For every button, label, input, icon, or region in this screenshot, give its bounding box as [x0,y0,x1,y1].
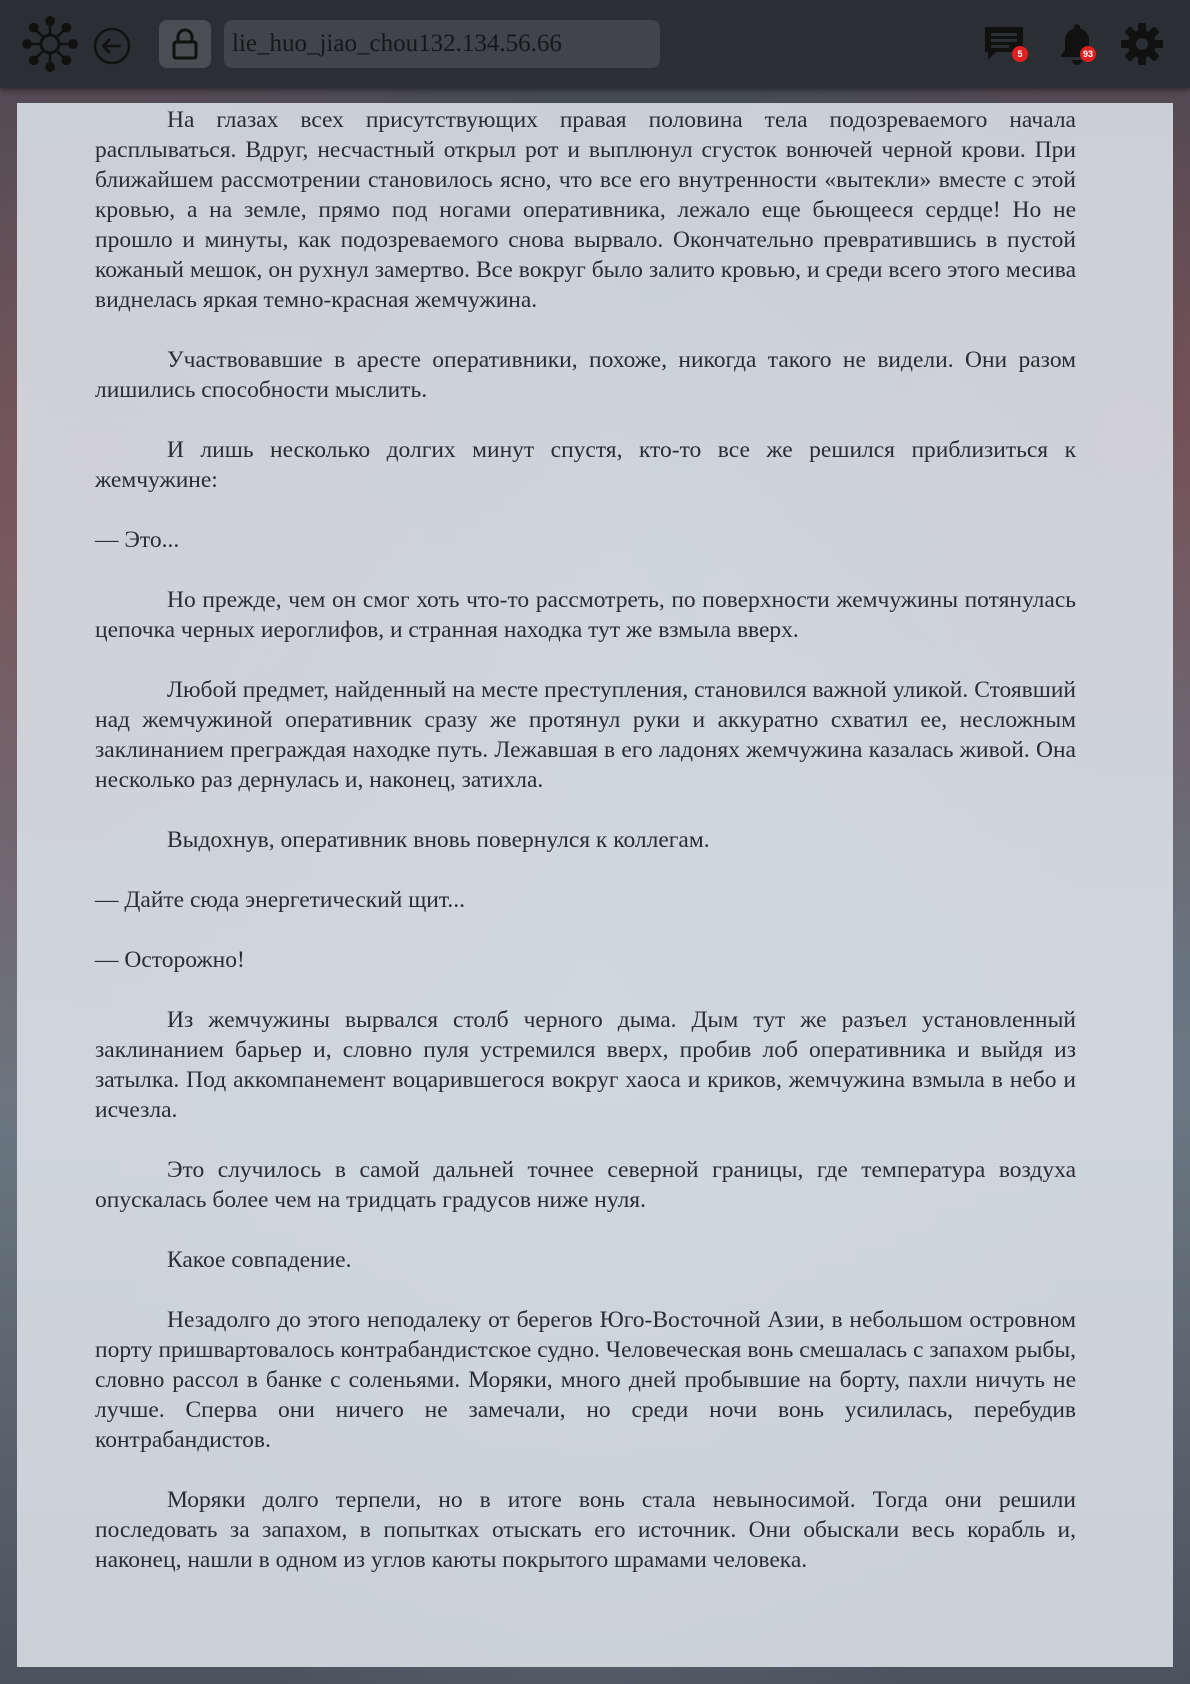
paragraph: Из жемчужины вырвался столб черного дыма. Дым тут же разъел установленный заклинанием барьер и, словно пуля устремился вверх, пробив лоб оперативника и выйдя из затылка. Под аккомпанемент воцарившегося вокруг хаоса и криков, жемчужина взмыла в небо и исчезла. [95,1007,1076,1123]
paragraph: Любой предмет, найденный на месте преступления, становился важной уликой. Стоявший над жемчужиной оперативник сразу же протянул руки и аккуратно схватил ее, несложным заклинанием преграждая находке путь. Лежавшая в его ладонях жемчужина казалась живой. Она несколько раз дернулась и, наконец, затихла. [95,677,1076,793]
address-text: lie_huo_jiao_chou132.134.56.66 [232,30,562,57]
address-bar[interactable] [224,20,660,68]
paragraph: Моряки долго терпели, но в итоге вонь стала невыносимой. Тогда они решили последовать за запахом, в попытках отыскать его источник. Они обыскали весь корабль и, наконец, нашли в одном из углов каюты покрытого шрамами человека. [95,1487,1076,1573]
messages-badge: 5 [1012,46,1028,62]
settings-button[interactable] [1118,20,1166,68]
notifications-badge: 93 [1080,46,1096,62]
network-logo-icon[interactable] [22,16,78,72]
lock-button[interactable] [159,20,211,68]
paragraph: Выдохнув, оперативник вновь повернулся к коллегам. [167,827,710,853]
dialogue-line: — Дайте сюда энергетический щит... [95,887,465,913]
paragraph: Это случилось в самой дальней точнее северной границы, где температура воздуха опускалась более чем на тридцать градусов ниже нуля. [95,1157,1076,1213]
paragraph: И лишь несколько долгих минут спустя, кто-то все же решился приблизиться к жемчужине: [95,437,1076,493]
messages-button[interactable] [978,20,1030,68]
back-arrow-icon [92,26,132,66]
reading-page [17,103,1173,1667]
dialogue-line: — Это... [95,527,180,553]
chapter-text [95,105,1076,1605]
paragraph: Какое совпадение. [167,1247,352,1273]
paragraph: Но прежде, чем он смог хоть что-то рассмотреть, по поверхности жемчужины потянулась цепочка черных иероглифов, и странная находка тут же взмыла вверх. [95,587,1076,643]
notifications-button[interactable] [1054,18,1100,68]
dialogue-line: — Осторожно! [95,947,245,973]
paragraph: На глазах всех присутствующих правая половина тела подозреваемого начала расплываться. Вдруг, несчастный открыл рот и выплюнул сгусток вонючей черной крови. При ближайшем рассмотрении становилось ясно, что все его внутренности «вытекли» вместе с этой кровью, а на земле, прямо под ногами оперативника, лежало еще бьющееся сердце! Но не прошло и минуты, как подозреваемого снова вырвало. Окончательно превратившись в пустой кожаный мешок, он рухнул замертво. Все вокруг было залито кровью, и среди всего этого месива виднелась яркая темно-красная жемчужина. [95,107,1076,313]
paragraph: Незадолго до этого неподалеку от берегов Юго-Восточной Азии, в небольшом островном порту пришвартовалось контрабандистское судно. Человеческая вонь смешалась с запахом рыбы, словно рассол в банке с соленьями. Моряки, много дней пробывшие на борту, пахли ничуть не лучше. Сперва они ничего не замечали, но среди ночи вонь усилилась, перебудив контрабандистов. [95,1307,1076,1453]
lock-icon [170,28,200,60]
back-button[interactable] [92,26,132,66]
top-toolbar [0,0,1190,88]
gear-icon [1120,22,1164,66]
paragraph: Участвовавшие в аресте оперативники, похоже, никогда такого не видели. Они разом лишились способности мыслить. [95,347,1076,403]
